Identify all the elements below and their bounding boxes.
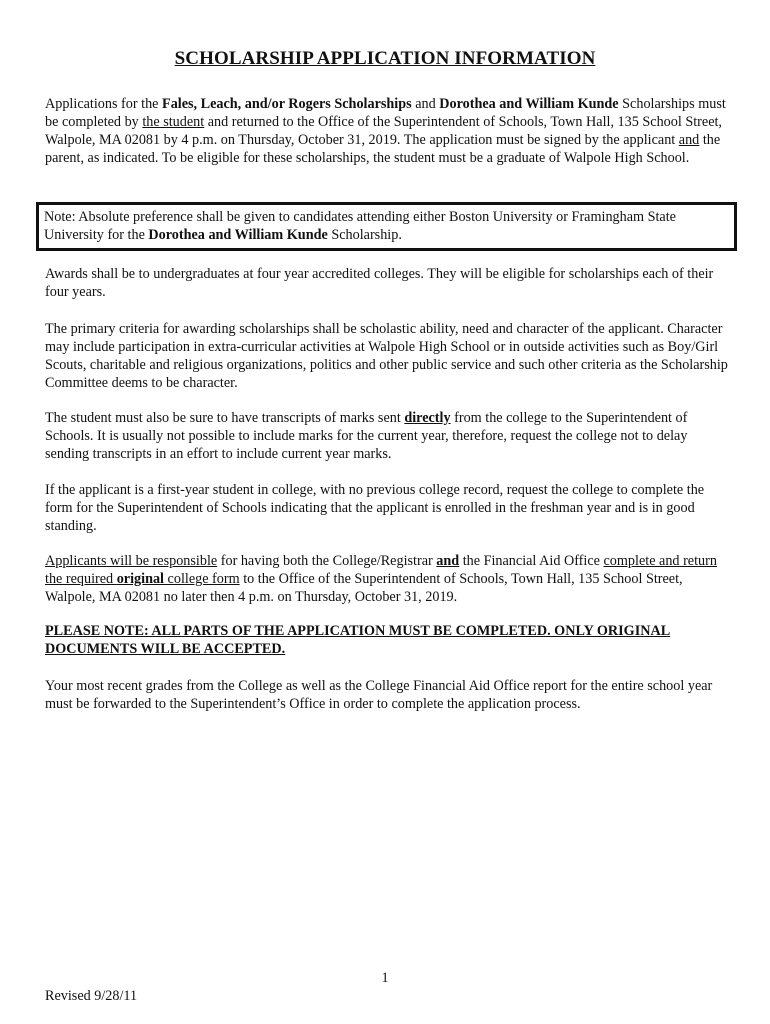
page-title: SCHOLARSHIP APPLICATION INFORMATION [174,48,596,69]
text-run: and returned to the Office of the Superintendent of Schools, Town Hall, 135 School Street, Walpole, MA 02081 by 4 p.m. on Thursday, October 31, 2019. The application must be signed by the applicant [45,114,722,148]
paragraph-criteria: The primary criteria for awarding scholarships shall be scholastic ability, need and character of the applicant. Character may include participation in extra-curricular activities at Walpole High School or in outside activities such as Boy/Girl Scouts, charitable and religious organizations, politics and other public service and such other criteria as the Scholarship Committee deems to be character. [45,321,728,391]
scholarship-name: Fales, Leach, and/or Rogers Scholarships [162,96,412,112]
emphasis-text: complete and return the required [45,553,717,587]
scholarship-name: Dorothea and William Kunde [439,96,619,112]
text-run: to the Office of the Superintendent of Schools, Town Hall, 135 School Street, Walpole, MA 02081 no later then 4 p.m. on Thursday, October 31, 2019. [45,571,683,605]
paragraph-grades: Your most recent grades from the College as well as the College Financial Aid Office report for the entire school year must be forwarded to the Superintendent’s Office in order to complete the application process. [45,678,713,712]
paragraph-responsibility [45,552,735,606]
text-run: the Financial Aid Office [459,553,604,569]
text-run: for having both the College/Registrar [217,553,437,569]
emphasis-text: and [436,553,460,569]
paragraph-application-deadline [45,95,735,167]
revision-date: Revised 9/28/11 [45,988,138,1004]
text-run: Scholarships must be completed by [45,96,726,130]
page-number: 1 [381,970,389,986]
text-run: Applications for the [45,96,163,112]
emphasis-text: and [678,132,700,148]
emphasis-text: college form [164,571,240,587]
note-box [36,202,737,251]
emphasis-text: directly [404,410,451,426]
emphasis-text: the student [142,114,205,130]
scholarship-name: Dorothea and William Kunde [148,227,328,243]
emphasis-text: Applicants will be responsible [45,553,218,569]
paragraph-transcripts [45,409,735,463]
text-run: Note: Absolute preference shall be given to candidates attending either Boston University or Framingham State University for the [44,209,676,243]
paragraph-first-year: If the applicant is a first-year student in college, with no previous college record, request the college to complete the form for the Superintendent of Schools indicating that the applicant is enrolled in the freshman year and is in good standing. [45,482,705,534]
text-run: and [411,96,440,112]
text-run: from the college to the Superintendent of Schools. It is usually not possible to include marks for the current year, therefore, request the college not to delay sending transcripts in an effort to include current year marks. [45,410,688,462]
text-run: Scholarship. [327,227,402,243]
text-run: the parent, as indicated. To be eligible for these scholarships, the student must be a graduate of Walpole High School. [45,132,721,166]
text-run: The student must also be sure to have transcripts of marks sent [45,410,405,426]
emphasis-text: original [116,571,164,587]
please-note-warning: PLEASE NOTE: ALL PARTS OF THE APPLICATION MUST BE COMPLETED. ONLY ORIGINAL DOCUMENTS WILL BE ACCEPTED. [45,623,671,657]
paragraph-awards: Awards shall be to undergraduates at four year accredited colleges. They will be eligible for scholarships each of their four years. [45,266,714,300]
